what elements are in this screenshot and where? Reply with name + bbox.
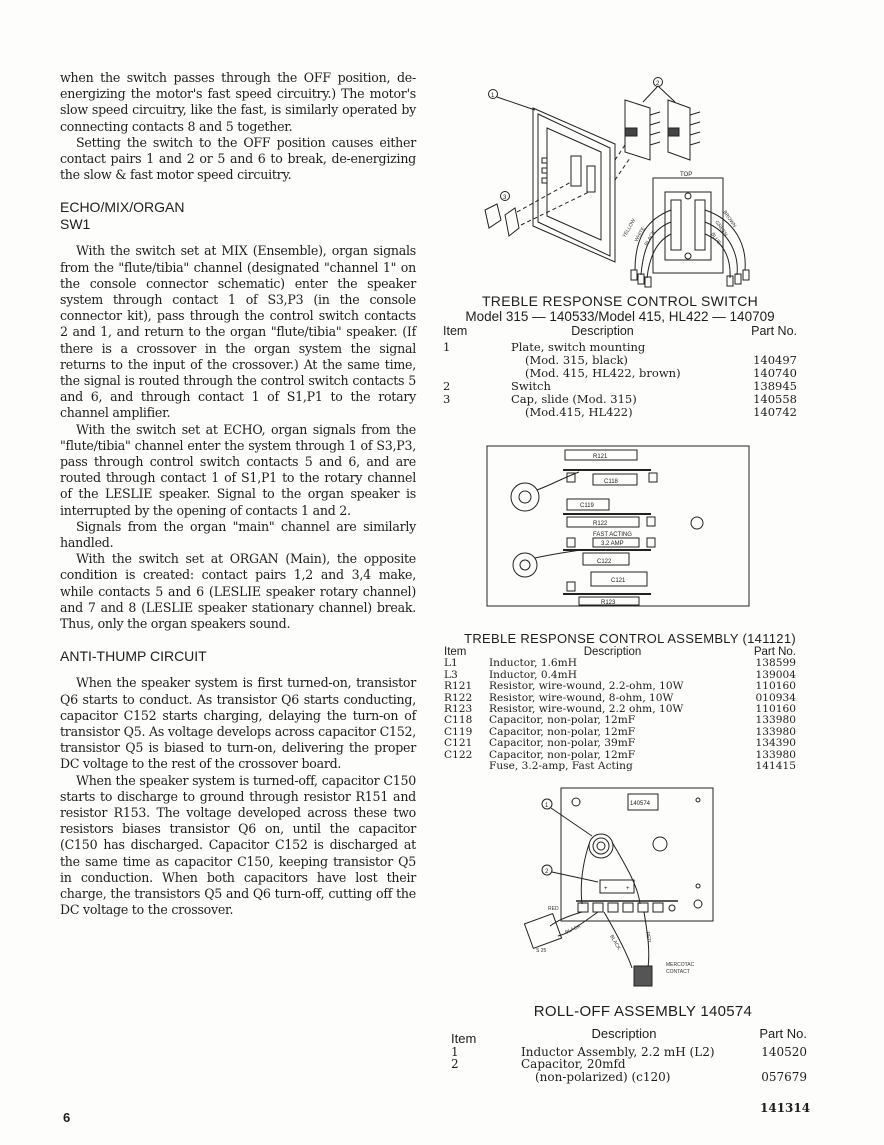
part-number-cell: 140558 bbox=[753, 392, 797, 406]
table-row bbox=[451, 1058, 807, 1071]
table-header: Item Description Part No. bbox=[443, 324, 797, 338]
body-paragraph: With the switch set at MIX (Ensemble), organ signals from the "flute/tibia" channel (designated "channel 1" on the console connector schematic) enter the speaker system through contact 1 of S3,P3 (in the console connector kit), pass through the control switch contacts 2 and 1, and return to the organ "flute/tibia" speaker. (If there is a crossover in the organ system the signal returns to the input of the crossover.) At the same time, the signal is routed through the control switch contacts 5 and 6, and through contact 1 of S1,P1 to the rotary channel amplifier. bbox=[60, 243, 416, 421]
section-subheading-sw1: SW1 bbox=[60, 216, 91, 233]
part-number-cell: 134390 bbox=[755, 737, 796, 750]
body-paragraph: With the switch set at ECHO, organ signals from the "flute/tibia" channel enter the system through 1 of S3,P3, pass through control switch contacts 5 and 6, and are routed through contact 1 of S1,P1 to the rotary channel of the LESLIE speaker. Signal to the organ speaker is interrupted by the opening of contacts 1 and 2. bbox=[60, 421, 416, 518]
table-body bbox=[451, 1046, 807, 1084]
part-number-cell: 057679 bbox=[761, 1069, 807, 1084]
description-cell: Inductor, 0.4mH bbox=[489, 668, 577, 681]
description-cell: Inductor Assembly, 2.2 mH (L2) bbox=[521, 1044, 715, 1059]
part-number-cell: 141415 bbox=[755, 760, 796, 773]
callout-label: 1 bbox=[491, 93, 495, 99]
svg-text:3.2 AMP: 3.2 AMP bbox=[601, 541, 624, 547]
svg-text:C122: C122 bbox=[597, 559, 612, 565]
item-cell: 1 bbox=[451, 1044, 459, 1059]
body-paragraph: Setting the switch to the OFF position causes either contact pairs 1 and 2 or 5 and 6 to break, de-energizing the slow & fast motor speed circuitry. bbox=[60, 134, 416, 183]
item-cell: R121 bbox=[444, 680, 473, 693]
item-cell: 2 bbox=[451, 1057, 459, 1071]
mounting-hole bbox=[653, 837, 667, 851]
rolloff-parts-table bbox=[451, 1004, 807, 1083]
svg-text:RED: RED bbox=[548, 906, 559, 912]
item-cell: R122 bbox=[444, 691, 473, 704]
description-cell: Capacitor, non-polar, 12mF bbox=[489, 714, 636, 727]
slide-switch bbox=[668, 100, 700, 160]
part-number-cell: 139004 bbox=[755, 668, 796, 681]
description-cell: Inductor, 1.6mH bbox=[489, 657, 577, 670]
part-number-cell: 138945 bbox=[753, 379, 797, 393]
part-number-cell: 140497 bbox=[753, 353, 797, 367]
svg-text:YELLOW: YELLOW bbox=[621, 217, 638, 239]
body-paragraph: When the speaker system is turned-off, capacitor C150 starts to discharge to ground through resistor R151 and resistor R153. The voltage developed across these two resistors biases transistor Q6 on, until the capacitor (C150 has discharged. Capacitor C152 is discharged at the same time as capacitor C150, keeping transistor Q5 in conduction. When both capacitors have lost their charge, the transistors Q5 and Q6 turn-off, cutting off the DC voltage to the crossover. bbox=[60, 772, 416, 918]
svg-text:1: 1 bbox=[545, 803, 549, 809]
slide-switch bbox=[625, 100, 660, 160]
description-cell: Plate, switch mounting bbox=[511, 340, 646, 354]
description-cell: Capacitor, non-polar, 12mF bbox=[489, 748, 636, 761]
rolloff-assembly-board-diagram bbox=[508, 786, 718, 991]
svg-text:R123: R123 bbox=[601, 600, 616, 606]
table-row bbox=[444, 681, 796, 692]
description-cell: Fuse, 3.2-amp, Fast Acting bbox=[489, 760, 633, 773]
item-cell bbox=[444, 761, 489, 772]
body-paragraph: Signals from the organ "main" channel are similarly handled. bbox=[60, 518, 416, 551]
part-number-cell: 133980 bbox=[755, 714, 796, 727]
mounting-hole bbox=[691, 517, 703, 529]
table-row bbox=[451, 1046, 807, 1059]
body-paragraph: When the speaker system is first turned-on, transistor Q6 starts to conduct. As transistor Q6 starts conducting, capacitor C152 starts charging, delaying the turn-on of transistor Q5. As voltage develops across capacitor C152, transistor Q5 is biased to turn-on, delivering the proper DC voltage to the rest of the crossover board. bbox=[60, 675, 416, 772]
document-code: 141314 bbox=[760, 1101, 811, 1115]
svg-text:3: 3 bbox=[503, 195, 507, 201]
svg-text:CONTACT: CONTACT bbox=[666, 969, 690, 975]
item-cell bbox=[451, 1071, 521, 1084]
svg-text:C119: C119 bbox=[580, 503, 594, 509]
mercotac-contact bbox=[634, 966, 652, 986]
description-cell: Resistor, wire-wound, 2.2 ohm, 10W bbox=[489, 703, 684, 716]
table-header: Item Description Part No. bbox=[444, 646, 796, 658]
part-number-cell: 140740 bbox=[753, 366, 797, 380]
part-number-cell: 140520 bbox=[761, 1044, 807, 1059]
top-label: TOP bbox=[680, 172, 693, 178]
svg-text:C118: C118 bbox=[604, 479, 618, 485]
treble-switch-parts-table bbox=[443, 293, 797, 419]
svg-text:C121: C121 bbox=[611, 578, 626, 584]
part-number-cell: 110160 bbox=[755, 680, 796, 693]
table-body bbox=[444, 658, 796, 772]
item-cell: L3 bbox=[444, 668, 458, 681]
table-body bbox=[443, 341, 797, 419]
svg-text:R122: R122 bbox=[593, 521, 608, 527]
svg-text:RED: RED bbox=[644, 931, 652, 943]
item-cell: C119 bbox=[444, 725, 473, 738]
description-cell: Cap, slide (Mod. 315) bbox=[511, 392, 637, 406]
svg-text:2: 2 bbox=[656, 81, 660, 87]
body-paragraph: when the switch passes through the OFF position, de-energizing the motor's fast speed circuitry.) The motor's slow speed circuitry, like the fast, is similarly operated by connecting contacts 8 and 5 together. bbox=[60, 70, 416, 134]
description-cell: (Mod. 415, HL422, brown) bbox=[525, 366, 681, 380]
part-number-cell: 133980 bbox=[755, 725, 796, 738]
table-title: TREBLE RESPONSE CONTROL SWITCH bbox=[481, 293, 759, 309]
description-cell: (non-polarized) (c120) bbox=[535, 1069, 671, 1084]
slide-cap bbox=[485, 204, 519, 236]
item-cell: R123 bbox=[444, 703, 473, 716]
description-cell: Resistor, wire-wound, 8-ohm, 10W bbox=[489, 691, 674, 704]
left-column bbox=[60, 70, 416, 918]
item-cell: 2 bbox=[443, 379, 451, 393]
treble-assembly-parts-table bbox=[444, 631, 796, 772]
svg-text:WHITE: WHITE bbox=[633, 226, 647, 243]
treble-assembly-board-diagram bbox=[483, 444, 753, 612]
svg-text:BLUE: BLUE bbox=[709, 231, 722, 246]
description-cell: Capacitor, non-polar, 12mF bbox=[489, 725, 636, 738]
table-row bbox=[443, 406, 797, 419]
table-title: ROLL-OFF ASSEMBLY 140574 bbox=[533, 1003, 753, 1020]
item-cell: C121 bbox=[444, 737, 473, 750]
part-number-cell: 133980 bbox=[755, 748, 796, 761]
svg-text:BLACK: BLACK bbox=[643, 229, 657, 247]
part-tag: 140574 bbox=[630, 801, 651, 807]
part-number-cell: 110160 bbox=[755, 703, 796, 716]
item-cell: L1 bbox=[444, 657, 458, 670]
part-number-cell: 010934 bbox=[755, 691, 796, 704]
svg-text:+: + bbox=[604, 886, 608, 892]
svg-text:+: + bbox=[626, 886, 630, 892]
part-number-cell: 138599 bbox=[755, 657, 796, 670]
item-cell: C118 bbox=[444, 714, 473, 727]
description-cell: (Mod.415, HL422) bbox=[525, 405, 633, 419]
description-cell: Capacitor, 20mfd bbox=[521, 1057, 626, 1071]
svg-text:BLACK: BLACK bbox=[608, 934, 622, 952]
s25-connector bbox=[524, 914, 561, 949]
switch-exploded-diagram bbox=[475, 70, 775, 290]
svg-text:R121: R121 bbox=[593, 454, 608, 460]
svg-text:2: 2 bbox=[545, 869, 549, 875]
svg-text:FAST ACTING: FAST ACTING bbox=[593, 532, 632, 538]
body-paragraph: With the switch set at ORGAN (Main), the opposite condition is created: contact pairs 1,2 and 3,4 make, while contacts 5 and 6 (LESLIE speaker rotary channel) and 7 and 8 (LESLIE speaker stationary channel) break. Thus, only the organ speakers sound. bbox=[60, 551, 416, 632]
table-header: Item Description Part No. bbox=[451, 1026, 807, 1046]
table-row bbox=[444, 738, 796, 749]
description-cell: (Mod. 315, black) bbox=[525, 353, 628, 367]
table-subtitle: Model 315 — 140533/Model 415, HL422 — 140709 bbox=[465, 309, 775, 324]
svg-text:S 25: S 25 bbox=[536, 948, 547, 954]
item-cell bbox=[443, 354, 511, 367]
description-cell: Capacitor, non-polar, 39mF bbox=[489, 737, 636, 750]
part-number-cell: 140742 bbox=[753, 405, 797, 419]
table-row bbox=[451, 1071, 807, 1084]
table-title: TREBLE RESPONSE CONTROL ASSEMBLY (141121) bbox=[464, 631, 796, 646]
item-cell bbox=[443, 406, 511, 419]
svg-text:BLACK: BLACK bbox=[564, 923, 582, 936]
table-row bbox=[444, 761, 796, 772]
svg-text:GREEN: GREEN bbox=[713, 219, 729, 238]
item-cell: 1 bbox=[443, 340, 451, 354]
svg-text:BROWN: BROWN bbox=[721, 209, 738, 229]
description-cell: Resistor, wire-wound, 2.2-ohm, 10W bbox=[489, 680, 684, 693]
section-heading-echo: ECHO/MIX/ORGAN bbox=[60, 199, 185, 216]
svg-text:MERCOTAC: MERCOTAC bbox=[666, 962, 695, 968]
description-cell: Switch bbox=[511, 379, 551, 393]
table-row bbox=[443, 367, 797, 380]
item-cell: 3 bbox=[443, 392, 451, 406]
page-number: 6 bbox=[63, 1110, 71, 1125]
item-cell bbox=[443, 367, 511, 380]
section-heading-antithump: ANTI-THUMP CIRCUIT bbox=[60, 648, 207, 665]
part-number-cell bbox=[727, 1058, 807, 1071]
item-cell: C122 bbox=[444, 748, 473, 761]
